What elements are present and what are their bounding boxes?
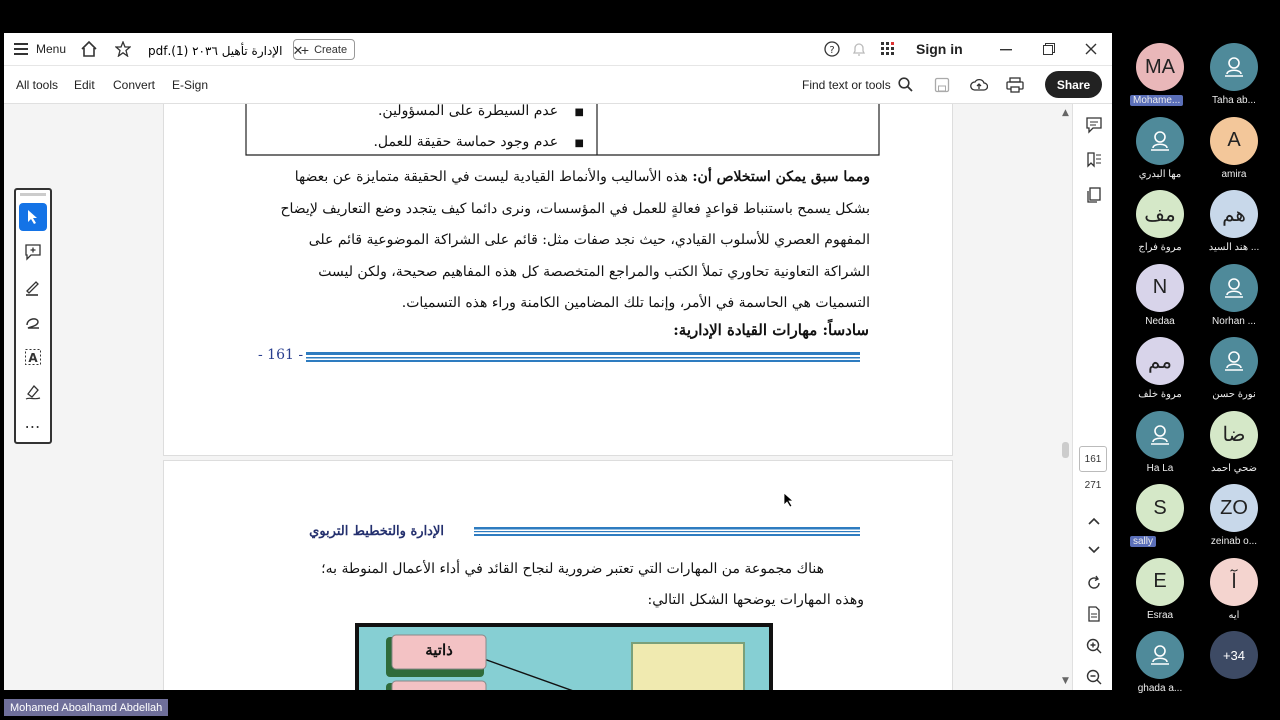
text-select-tool-button[interactable] [19,343,47,371]
participant-name: sally [1130,536,1156,547]
menu-button[interactable] [14,33,66,65]
avatar-initials: مف [1144,203,1176,226]
text-box-icon [24,348,42,366]
notifications-button[interactable] [852,33,866,65]
avatar-initials: MA [1145,55,1175,78]
avatar-initials: آ [1231,571,1237,593]
participant-name: Ha La [1146,462,1174,474]
close-window-button[interactable] [1085,33,1097,65]
cloud-upload-icon [970,77,988,93]
participant-avatar [1210,117,1258,165]
scroll-down-icon[interactable]: ▼ [1062,676,1069,686]
participant-name: مها البدري [1138,168,1182,180]
para-line-3: المفهوم العصري للأسلوب القيادي، حيث نجد صفات مثل: قائم على الشراكة الموضوعية قائم على [308,232,870,248]
upload-cloud-button[interactable] [970,66,988,103]
mouse-pointer-icon [783,492,795,508]
participant-name: ضحي احمد [1210,462,1258,474]
printer-icon [1006,77,1024,93]
current-page-input[interactable]: 161 [1079,446,1107,472]
page-header-title: الإدارة والتخطيط التربوي [309,524,444,539]
participant-name: ghada a... [1137,683,1183,694]
all-tools-button[interactable]: All tools [16,77,59,92]
participant-tile[interactable] [1120,114,1200,188]
document-tab[interactable] [144,37,304,65]
main-toolbar [4,66,1112,104]
share-button[interactable]: Share [1045,71,1102,98]
participant-tile[interactable] [1120,481,1200,555]
sign-tool-button[interactable] [19,378,47,406]
panel-grip[interactable] [20,193,46,196]
comments-panel-button[interactable] [1083,114,1105,136]
page2-line-2: وهذه المهارات يوضحها الشكل التالي: [647,592,864,608]
participant-avatar [1136,190,1184,238]
scroll-up-icon[interactable]: ▲ [1062,108,1069,118]
pdf-page-161 [163,104,953,456]
participant-name: مروة خلف [1138,389,1182,400]
zoom-out-button[interactable] [1083,666,1105,688]
user-placeholder-icon [1210,43,1258,91]
heading-number: سادساً: [822,321,869,339]
edit-button[interactable]: Edit [74,77,95,92]
para-line-4: الشراكة التعاونية تحاوري تملأ الكتب والمراجع المتخصصة كل هذه المفاهيم صحيحة، ولكن ليست [318,263,870,280]
table-bullet-1 [264,104,584,119]
bookmark-star-button[interactable] [115,33,131,65]
bullet-1-text: عدم السيطرة على المسؤولين. [377,104,559,119]
svg-text:?: ? [829,45,835,56]
help-icon [824,41,840,57]
participant-name: آيه [1228,609,1240,621]
participant-avatar [1210,558,1258,606]
active-speaker-name: Mohamed Aboalhamd Abdellah [4,699,168,716]
participant-tile[interactable] [1120,40,1200,114]
search-icon [898,77,913,92]
create-button[interactable] [293,39,355,60]
participant-tile[interactable] [1120,555,1200,629]
avatar-initials: ضا [1222,424,1246,446]
participant-name: هند السيد ... [1208,242,1260,253]
para-line-1: هذه الأساليب والأنماط القيادية ليست في الحقيقة متمايزة عن بعضها [294,169,688,185]
participant-name: Norhan ... [1212,315,1256,327]
participant-tile[interactable] [1194,187,1274,261]
chevron-up-icon [1088,517,1100,525]
more-tools-icon[interactable]: ⋯ [24,416,42,436]
participant-tile[interactable] [1120,261,1200,335]
participant-tile[interactable] [1194,628,1274,702]
close-tab-icon[interactable]: ✕ [292,43,304,59]
comments-icon [1085,116,1103,134]
star-icon [115,41,131,57]
user-placeholder-icon [1210,264,1258,312]
minimize-button[interactable] [1000,33,1012,65]
fit-page-button[interactable] [1083,603,1105,625]
participant-avatar [1136,43,1184,91]
participant-avatar [1136,484,1184,532]
avatar-initials: A [1227,129,1241,151]
bookmark-list-icon [1085,151,1103,169]
create-label: Create [314,43,348,56]
help-button[interactable] [824,33,840,65]
participant-tile[interactable] [1120,187,1200,261]
participant-name: amira [1221,168,1247,180]
participant-avatar [1136,264,1184,312]
sign-in-button[interactable]: Sign in [916,41,963,57]
avatar-initials: هم [1222,203,1246,226]
participants-gallery [1120,40,1280,700]
esign-button[interactable]: E-Sign [172,77,209,92]
participant-name: Taha ab... [1212,95,1256,106]
print-button[interactable] [1006,66,1024,103]
pages-panel-button[interactable] [1083,184,1105,206]
page2-line-1: هناك مجموعة من المهارات التي تعتبر ضرورية لنجاح القائد في أداء الأعمال المنوطة به؛ [321,561,824,577]
bookmarks-panel-button[interactable] [1083,149,1105,171]
avatar-initials: N [1152,276,1168,298]
participant-avatar [1210,631,1258,679]
avatar-initials: ZO [1220,496,1248,519]
para-lead: ومما سبق يمكن استخلاص أن: [692,169,870,185]
document-fit-icon [1086,606,1102,622]
home-button[interactable] [80,33,98,65]
table-bullet-2 [264,134,584,150]
participant-tile[interactable] [1194,114,1274,188]
participant-tile[interactable] [1120,408,1200,482]
home-icon [80,40,98,58]
find-tool[interactable] [802,66,913,103]
participant-name: Esraa [1146,609,1174,621]
minimize-icon [1000,43,1012,55]
page-number-label: - 161 - [258,347,304,363]
participant-tile[interactable] [1194,555,1274,629]
participant-name: مروة فراج [1138,242,1182,253]
menu-label: Menu [36,42,67,56]
restore-icon [1043,43,1055,55]
apps-grid-icon [880,41,896,57]
svg-text:A: A [28,351,38,365]
avatar-initials: +34 [1222,647,1246,663]
bullet-square-icon: ■ [574,138,584,149]
participant-tile[interactable] [1194,334,1274,408]
para-line-5: التسميات هي الحاسمة في الأمر، وإنما تلك المضامين الكامنة وراء هذه التسميات. [401,295,870,311]
participant-tile[interactable] [1120,628,1200,702]
participant-tile[interactable] [1194,40,1274,114]
copy-pages-icon [1085,186,1103,204]
participant-avatar [1210,484,1258,532]
user-placeholder-icon [1136,411,1184,459]
restore-button[interactable] [1043,33,1055,65]
participant-tile[interactable] [1120,334,1200,408]
pen-highlight-icon [24,278,42,296]
vertical-scrollbar[interactable] [1059,104,1072,690]
chevron-down-icon [1088,546,1100,554]
right-side-panel [1072,104,1112,690]
avatar-initials: E [1153,570,1167,592]
tab-title: الإدارة تأهيل ٢٠٣٦ (1).pdf [148,44,283,58]
diagram-box-label: ذاتية [425,641,453,659]
participant-avatar [1136,558,1184,606]
participant-name: Mohame... [1130,95,1183,106]
avatar-initials: S [1153,496,1167,519]
bell-icon [852,41,866,57]
apps-button[interactable] [880,33,896,65]
zoom-out-icon [1086,669,1102,685]
plus-icon: + [300,41,310,58]
highlight-tool-button[interactable] [19,273,47,301]
participant-name: نورة حسن [1212,389,1256,400]
user-placeholder-icon [1136,631,1184,679]
rotate-icon [1086,575,1102,591]
participant-tile[interactable] [1194,481,1274,555]
select-tool-button[interactable] [19,203,47,231]
zoom-in-icon [1086,638,1102,654]
scrollbar-thumb[interactable] [1062,442,1069,458]
cursor-arrow-icon [26,209,40,225]
participant-avatar [1210,411,1258,459]
save-icon [934,77,950,93]
participant-tile[interactable] [1194,261,1274,335]
comment-add-icon [24,243,42,261]
bullet-2-text: عدم وجود حماسة حقيقة للعمل. [373,134,559,150]
title-bar [4,33,1112,66]
next-page-button[interactable] [1083,539,1105,561]
heading-text: مهارات القيادة الإدارية: [673,321,818,339]
pen-sign-icon [24,383,42,401]
participant-name: Nedaa [1145,315,1175,327]
freehand-draw-icon [24,313,42,331]
user-placeholder-icon [1210,337,1258,385]
body-paragraph [258,162,870,320]
participant-tile[interactable] [1194,408,1274,482]
participant-name: zeinab o... [1210,536,1258,547]
previous-page-button[interactable] [1083,510,1105,532]
comment-tool-button[interactable] [19,238,47,266]
pdf-page-162 [163,460,953,690]
avatar-initials: مم [1147,350,1173,373]
bullet-square-icon: ■ [574,107,584,118]
document-viewport[interactable] [4,104,1072,690]
user-placeholder-icon [1136,117,1184,165]
convert-button[interactable]: Convert [113,77,156,92]
acrobat-window [4,33,1112,690]
para-line-2: بشكل يسمح باستنباط قواعدٍ فعالةٍ للعمل في المؤسسات، ونرى دائما كيف يتجدد وضع التعاريف لإيضاح [280,200,870,217]
save-button[interactable] [934,66,950,103]
hamburger-icon [14,43,30,55]
total-pages-label: 271 [1084,480,1102,491]
participant-avatar [1210,190,1258,238]
close-icon [1085,43,1097,55]
section-heading [464,321,869,339]
participant-avatar [1136,337,1184,385]
zoom-in-button[interactable] [1083,635,1105,657]
quick-tools-panel [14,188,52,444]
rotate-button[interactable] [1083,572,1105,594]
draw-tool-button[interactable] [19,308,47,336]
find-placeholder: Find text or tools [802,77,891,92]
